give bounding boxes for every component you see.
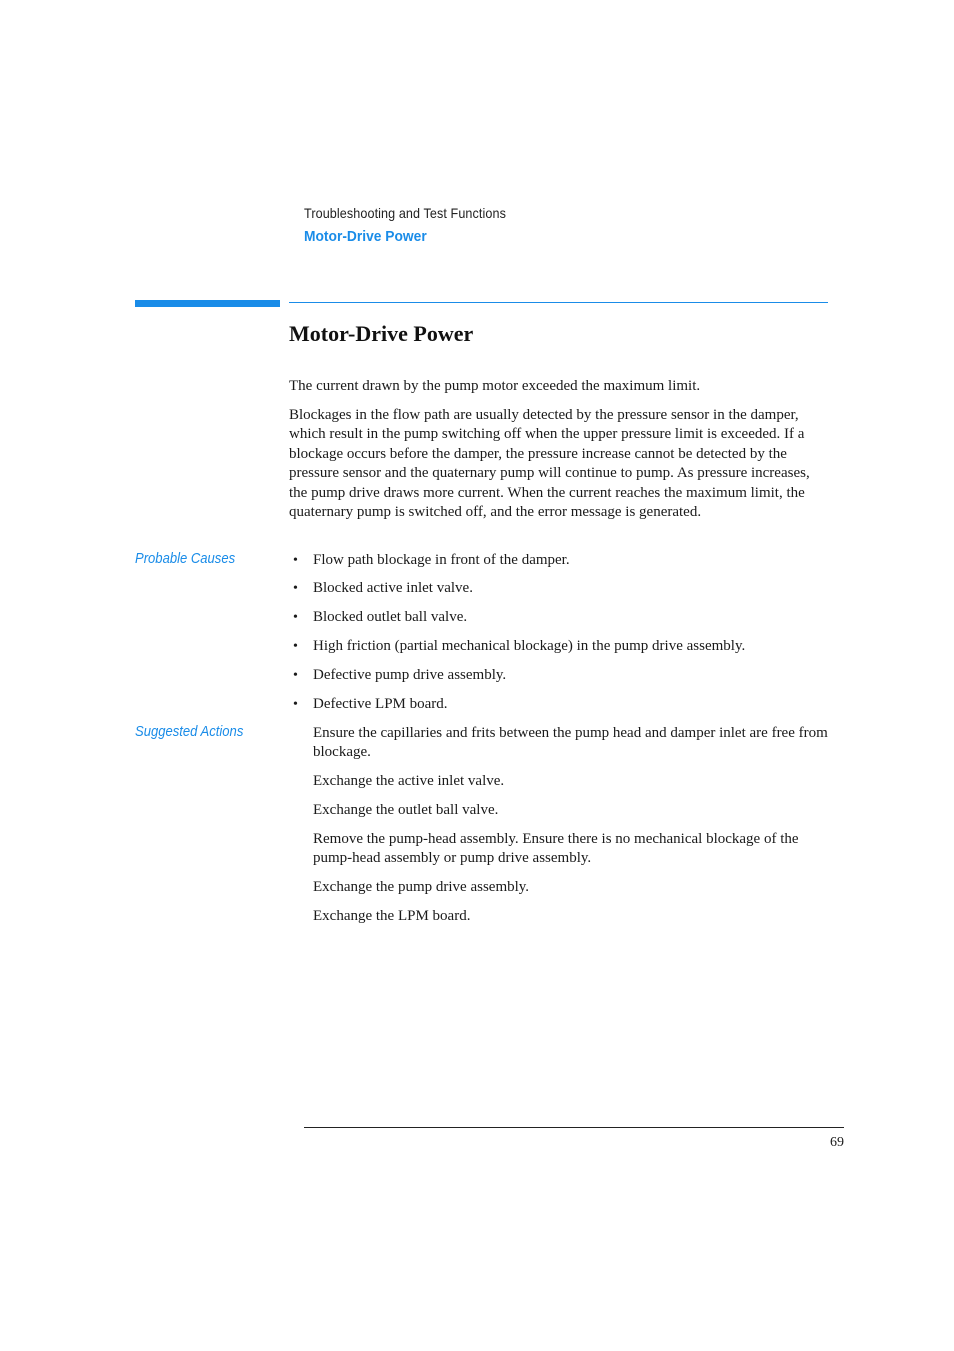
bullet-icon: •	[293, 581, 298, 596]
running-header-section: Troubleshooting and Test Functions	[304, 205, 506, 221]
cause-item-text: Blocked active inlet valve.	[313, 580, 473, 596]
title-rule	[289, 302, 828, 303]
action-item: Exchange the pump drive assembly.	[313, 879, 530, 895]
footer-rule	[304, 1127, 844, 1128]
cause-item-text: High friction (partial mechanical blockage) in the pump drive assembly.	[313, 638, 746, 654]
intro-paragraph-1: The current drawn by the pump motor exceeded the maximum limit.	[289, 378, 701, 394]
action-item: Exchange the active inlet valve.	[313, 773, 505, 789]
probable-causes-label: Probable Causes	[135, 551, 236, 567]
bullet-icon: •	[293, 668, 298, 683]
action-item: Exchange the outlet ball valve.	[313, 802, 499, 818]
cause-item-text: Defective pump drive assembly.	[313, 667, 507, 683]
section-marker-bar	[135, 300, 280, 307]
cause-item-text: Blocked outlet ball valve.	[313, 609, 468, 625]
bullet-icon: •	[293, 610, 298, 625]
cause-item-text: Defective LPM board.	[313, 696, 448, 712]
running-header-topic: Motor-Drive Power	[304, 228, 427, 245]
bullet-icon: •	[293, 697, 298, 712]
action-item: Exchange the LPM board.	[313, 908, 471, 924]
intro-paragraph-2: Blockages in the flow path are usually detected by the pressure sensor in the damper, which result in the pump switching off when the upper pressure limit is exceeded. If a blockage occurs before the damper, the pressure increase cannot be detected by the pressure sensor and the quaternary pump will continue to pump. As pressure increases, the pump drive draws more current. When the current reaches the maximum limit, the quaternary pump is switched off, and the error message is generated.	[289, 407, 810, 521]
bullet-icon: •	[293, 553, 298, 568]
bullet-icon: •	[293, 639, 298, 654]
action-item: Remove the pump-head assembly. Ensure there is no mechanical blockage of the pump-head assembly or pump drive assembly.	[313, 831, 799, 867]
action-item: Ensure the capillaries and frits between the pump head and damper inlet are free from blockage.	[313, 725, 828, 761]
cause-item-text: Flow path blockage in front of the damper.	[313, 552, 570, 568]
page-title: Motor-Drive Power	[289, 321, 474, 346]
suggested-actions-label: Suggested Actions	[135, 724, 244, 740]
page-number: 69	[830, 1135, 844, 1150]
